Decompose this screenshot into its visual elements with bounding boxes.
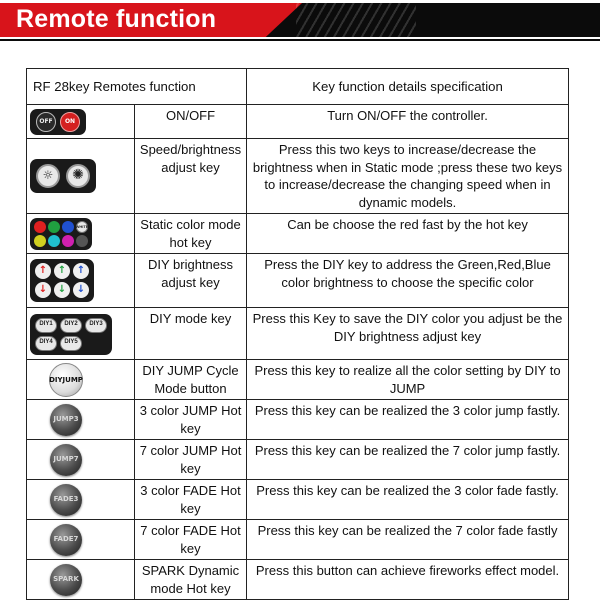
green-up-key: ↑ [54, 263, 70, 279]
key-description: Press this button can achieve fireworks effect model. [247, 560, 569, 600]
key-image-cell [27, 360, 135, 400]
table-row [27, 520, 569, 560]
key-name: 7 color FADE Hot key [135, 520, 247, 560]
key-name: 7 color JUMP Hot key [135, 440, 247, 480]
table-row [27, 560, 569, 600]
off-key: OFF [36, 112, 56, 132]
key-name: SPARK Dynamic mode Hot key [135, 560, 247, 600]
white-key: WHITE [76, 221, 88, 233]
table-row [27, 400, 569, 440]
key-description: Can be choose the red fast by the hot key [247, 214, 569, 254]
key-image-cell [27, 105, 135, 139]
table-row [27, 105, 569, 139]
yellow-key [34, 235, 46, 247]
key-image-cell [27, 214, 135, 254]
brightness-down-key: ☼ [36, 164, 60, 188]
header-banner [0, 0, 600, 42]
key-description: Turn ON/OFF the controller. [247, 105, 569, 139]
key-name: ON/OFF [135, 105, 247, 139]
key-image-cell [27, 400, 135, 440]
table-row [27, 254, 569, 308]
key-description: Press this key can be realized the 7 color jump fastly. [247, 440, 569, 480]
key-image-cell [27, 440, 135, 480]
key-image-cell [27, 139, 135, 214]
diy1-key: DIY1 [35, 318, 57, 333]
key-name: DIY brightness adjust key [135, 254, 247, 308]
key-image-cell [27, 560, 135, 600]
key-image-cell [27, 254, 135, 308]
red-key [34, 221, 46, 233]
table-row [27, 360, 569, 400]
key-name: Static color mode hot key [135, 214, 247, 254]
remote-function-table [26, 68, 569, 600]
table-row [27, 214, 569, 254]
key-name: 3 color FADE Hot key [135, 480, 247, 520]
jump7-key-icon: JUMP7 [50, 444, 82, 476]
table-row [27, 480, 569, 520]
diy2-key: DIY2 [60, 318, 82, 333]
brightness-keys-icon [30, 159, 96, 193]
key-image-cell [27, 308, 135, 360]
key-description: Press this Key to save the DIY color you adjust be the DIY brightness adjust key [247, 308, 569, 360]
diy4-key: DIY4 [35, 336, 57, 351]
green-down-key: ↓ [54, 282, 70, 298]
diy5-key: DIY5 [60, 336, 82, 351]
key-name: Speed/brightness adjust key [135, 139, 247, 214]
key-description: Press this key can be realized the 7 color fade fastly [247, 520, 569, 560]
key-description: Press this key can be realized the 3 color fade fastly. [247, 480, 569, 520]
brightness-up-key: ✺ [66, 164, 90, 188]
key-description: Press this key to realize all the color setting by DIY to JUMP [247, 360, 569, 400]
jump3-key-icon: JUMP3 [50, 404, 82, 436]
key-description: Press the DIY key to address the Green,Red,Blue color brightness to choose the specific color [247, 254, 569, 308]
on-key: ON [60, 112, 80, 132]
table-row [27, 440, 569, 480]
banner-stripes [296, 3, 416, 37]
fade7-key-icon: FADE7 [50, 524, 82, 556]
blue-key [62, 221, 74, 233]
key-name: 3 color JUMP Hot key [135, 400, 247, 440]
cyan-key [48, 235, 60, 247]
spark-key-icon: SPARK [50, 564, 82, 596]
key-name: DIY mode key [135, 308, 247, 360]
header-remote-function: RF 28key Remotes function [27, 69, 247, 105]
fade3-key-icon: FADE3 [50, 484, 82, 516]
diy-mode-keys-icon [30, 314, 112, 355]
static-color-keys-icon [30, 218, 92, 250]
blue-down-key: ↓ [73, 282, 89, 298]
key-image-cell [27, 520, 135, 560]
red-up-key: ↑ [35, 263, 51, 279]
table-row [27, 139, 569, 214]
key-description: Press this key can be realized the 3 color jump fastly. [247, 400, 569, 440]
key-description: Press this two keys to increase/decrease the brightness when in Static mode ;press these two keys to increase/decrease the changing speed when in dynamic models. [247, 139, 569, 214]
diy3-key: DIY3 [85, 318, 107, 333]
diy-jump-key-label-2: JUMP [62, 375, 83, 384]
banner-underline [0, 39, 600, 41]
blue-up-key: ↑ [73, 263, 89, 279]
diy-jump-key-label-1: DIY [49, 375, 63, 384]
diy-jump-key-icon [49, 363, 83, 397]
key-image-cell [27, 480, 135, 520]
key-name: DIY JUMP Cycle Mode button [135, 360, 247, 400]
header-key-function-details: Key function details specification [247, 69, 569, 105]
page-title: Remote function [16, 5, 217, 33]
table-row [27, 308, 569, 360]
table-header-row [27, 69, 569, 105]
red-down-key: ↓ [35, 282, 51, 298]
green-key [48, 221, 60, 233]
magenta-key [62, 235, 74, 247]
diy-brightness-keys-icon [30, 259, 94, 302]
blank-key [76, 235, 88, 247]
on-off-keys-icon [30, 109, 86, 135]
